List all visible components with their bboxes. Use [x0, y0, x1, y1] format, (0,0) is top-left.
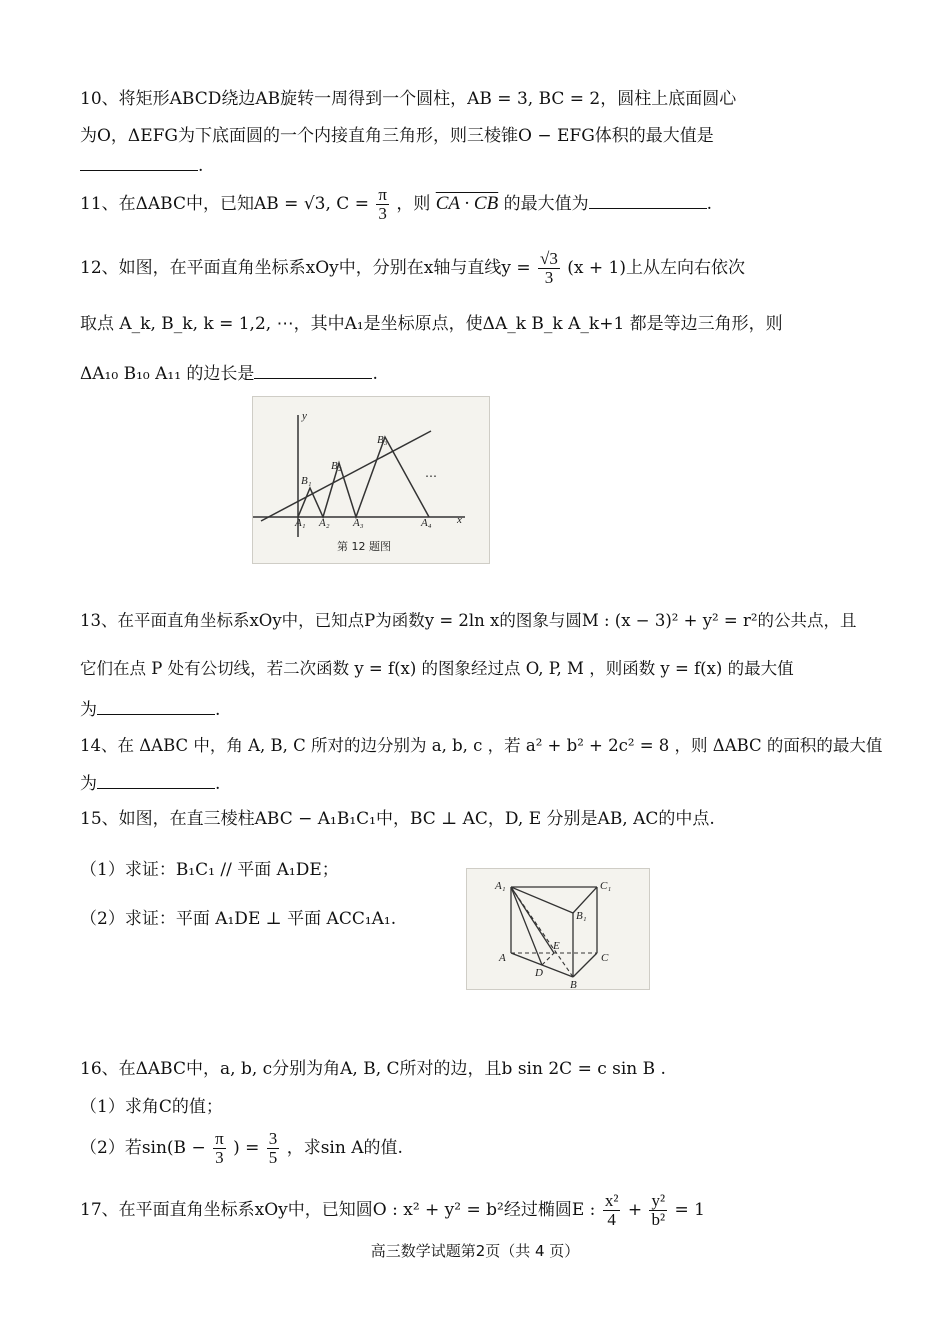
page-footer: 高三数学试题第2页（共 4 页）	[370, 1242, 580, 1260]
label-A2: A₂	[319, 517, 330, 529]
denominator: b²	[651, 1210, 666, 1229]
q16-part2-mid: ) =	[233, 1138, 260, 1158]
plus-sign: +	[627, 1200, 643, 1220]
q13-line1: 13、在平面直角坐标系xOy中，已知点P为函数y = 2ln x的图象与圆M : (x − 3)² + y² = r²的公共点，且	[80, 611, 857, 630]
label-B1: B₁	[301, 475, 312, 487]
q15-figure	[466, 868, 650, 990]
q13-line2: 它们在点 P 处有公切线，若二次函数 y = f(x) 的图象经过点 O, P, M ，则函数 y = f(x) 的最大值	[80, 659, 794, 678]
label-E: E	[553, 940, 560, 952]
pi-numerator: π	[378, 185, 387, 204]
q11-fraction	[376, 186, 389, 223]
q12-line2: 取点 A_k, B_k, k = 1,2, ⋯，其中A₁是坐标原点，使ΔA_k B_k A_k+1 都是等边三角形，则	[80, 314, 783, 334]
label-B3: B₃	[377, 434, 388, 446]
label-A1: A₁	[295, 517, 306, 529]
q11-prefix: 11、在ΔABC中，已知AB = √3, C =	[80, 194, 369, 214]
label-A4: A₄	[421, 517, 432, 529]
label-x: x	[457, 514, 462, 526]
q15-part1: （1）求证：B₁C₁ // 平面 A₁DE；	[80, 860, 339, 880]
q16-part2-prefix: （2）若sin(B −	[80, 1138, 206, 1158]
q12-line1-prefix: 12、如图，在平面直角坐标系xOy中，分别在x轴与直线y =	[80, 258, 531, 278]
denominator: 3	[215, 1148, 224, 1167]
denominator: 4	[607, 1210, 616, 1229]
q11-suffix: 的最大值为	[503, 194, 589, 214]
q16-part2-suffix: ，求sin A的值.	[286, 1138, 403, 1158]
q11-vector-product: CA · CB	[435, 193, 499, 214]
q15-line1: 15、如图，在直三棱柱ABC − A₁B₁C₁中，BC ⊥ AC，D, E 分别是AB, AC的中点.	[80, 809, 715, 829]
q10-answer-line	[80, 154, 203, 177]
period: .	[198, 156, 204, 176]
figure-caption: 第 12 题图	[337, 540, 391, 553]
answer-blank	[97, 698, 215, 715]
period: .	[372, 364, 378, 384]
segment-A1E	[511, 887, 554, 953]
segment-DE-hidden	[542, 953, 554, 965]
q14-line2	[80, 772, 220, 795]
numerator: 3	[268, 1129, 278, 1148]
q16-part1: （1）求角C的值；	[80, 1097, 223, 1117]
triangle-chain	[298, 437, 429, 517]
numerator: √3	[540, 249, 558, 268]
triangular-prism-diagram	[467, 869, 649, 989]
q10-line2: 为O，ΔEFG为下底面圆的一个内接直角三角形，则三棱锥O − EFG体积的最大值是	[80, 126, 714, 146]
label-A1: A₁	[495, 880, 506, 892]
period: .	[215, 774, 221, 794]
q17-fraction-x	[603, 1192, 621, 1229]
q14-line1: 14、在 ΔABC 中，角 A, B, C 所对的边分别为 a, b, c ，若 a² + b² + 2c² = 8 ，则 ΔABC 的面积的最大值	[80, 736, 883, 755]
q13-line3	[80, 698, 220, 721]
line-y	[261, 431, 431, 521]
answer-blank	[97, 772, 215, 789]
q17-suffix: = 1	[674, 1200, 705, 1220]
q16-fraction-pi3	[213, 1130, 226, 1167]
q12-figure	[252, 396, 490, 564]
q17-fraction-y	[649, 1192, 667, 1229]
q16-fraction-3-5	[267, 1130, 280, 1167]
label-A3: A₃	[353, 517, 364, 529]
q12-line1-suffix: (x + 1)上从左向右依次	[567, 258, 745, 278]
label-A: A	[499, 952, 506, 964]
q12-line3-text: ΔA₁₀ B₁₀ A₁₁ 的边长是	[80, 364, 255, 384]
q12-line1	[80, 250, 745, 287]
label-y: y	[302, 410, 307, 422]
q11-middle: ，则	[396, 194, 431, 214]
q16-part2	[80, 1130, 403, 1167]
label-B2: B₂	[331, 460, 342, 472]
q11-line	[80, 186, 712, 223]
q14-line2-text: 为	[80, 774, 97, 794]
numerator: y²	[651, 1191, 666, 1210]
label-B: B	[570, 979, 577, 989]
q12-line3	[80, 362, 378, 385]
period: .	[215, 700, 221, 720]
denominator: 3	[378, 204, 387, 223]
label-C: C	[601, 952, 609, 964]
edge-BC	[573, 953, 597, 977]
denominator: 3	[544, 268, 554, 287]
q13-line3-text: 为	[80, 700, 97, 720]
denominator: 5	[268, 1148, 278, 1167]
period: .	[706, 194, 713, 214]
q10-line1: 10、将矩形ABCD绕边AB旋转一周得到一个圆柱，AB = 3, BC = 2，圆柱上底面圆心	[80, 89, 737, 109]
q17-line	[80, 1192, 705, 1229]
answer-blank	[254, 362, 372, 379]
answer-blank	[589, 192, 707, 209]
equilateral-triangles-diagram	[253, 397, 489, 563]
label-B1: B₁	[576, 910, 587, 922]
q15-part2: （2）求证：平面 A₁DE ⊥ 平面 ACC₁A₁.	[80, 909, 397, 929]
q17-prefix: 17、在平面直角坐标系xOy中，已知圆O : x² + y² = b²经过椭圆E :	[80, 1200, 596, 1220]
pi-numerator: π	[215, 1129, 224, 1148]
q12-fraction	[538, 250, 560, 287]
label-dots: …	[425, 466, 437, 480]
label-D: D	[535, 967, 543, 979]
answer-blank	[80, 154, 198, 171]
q16-line1: 16、在ΔABC中，a, b, c分别为角A, B, C所对的边，且b sin 2C = c sin B .	[80, 1059, 666, 1079]
label-C1: C₁	[600, 880, 612, 892]
numerator: x²	[604, 1191, 619, 1210]
